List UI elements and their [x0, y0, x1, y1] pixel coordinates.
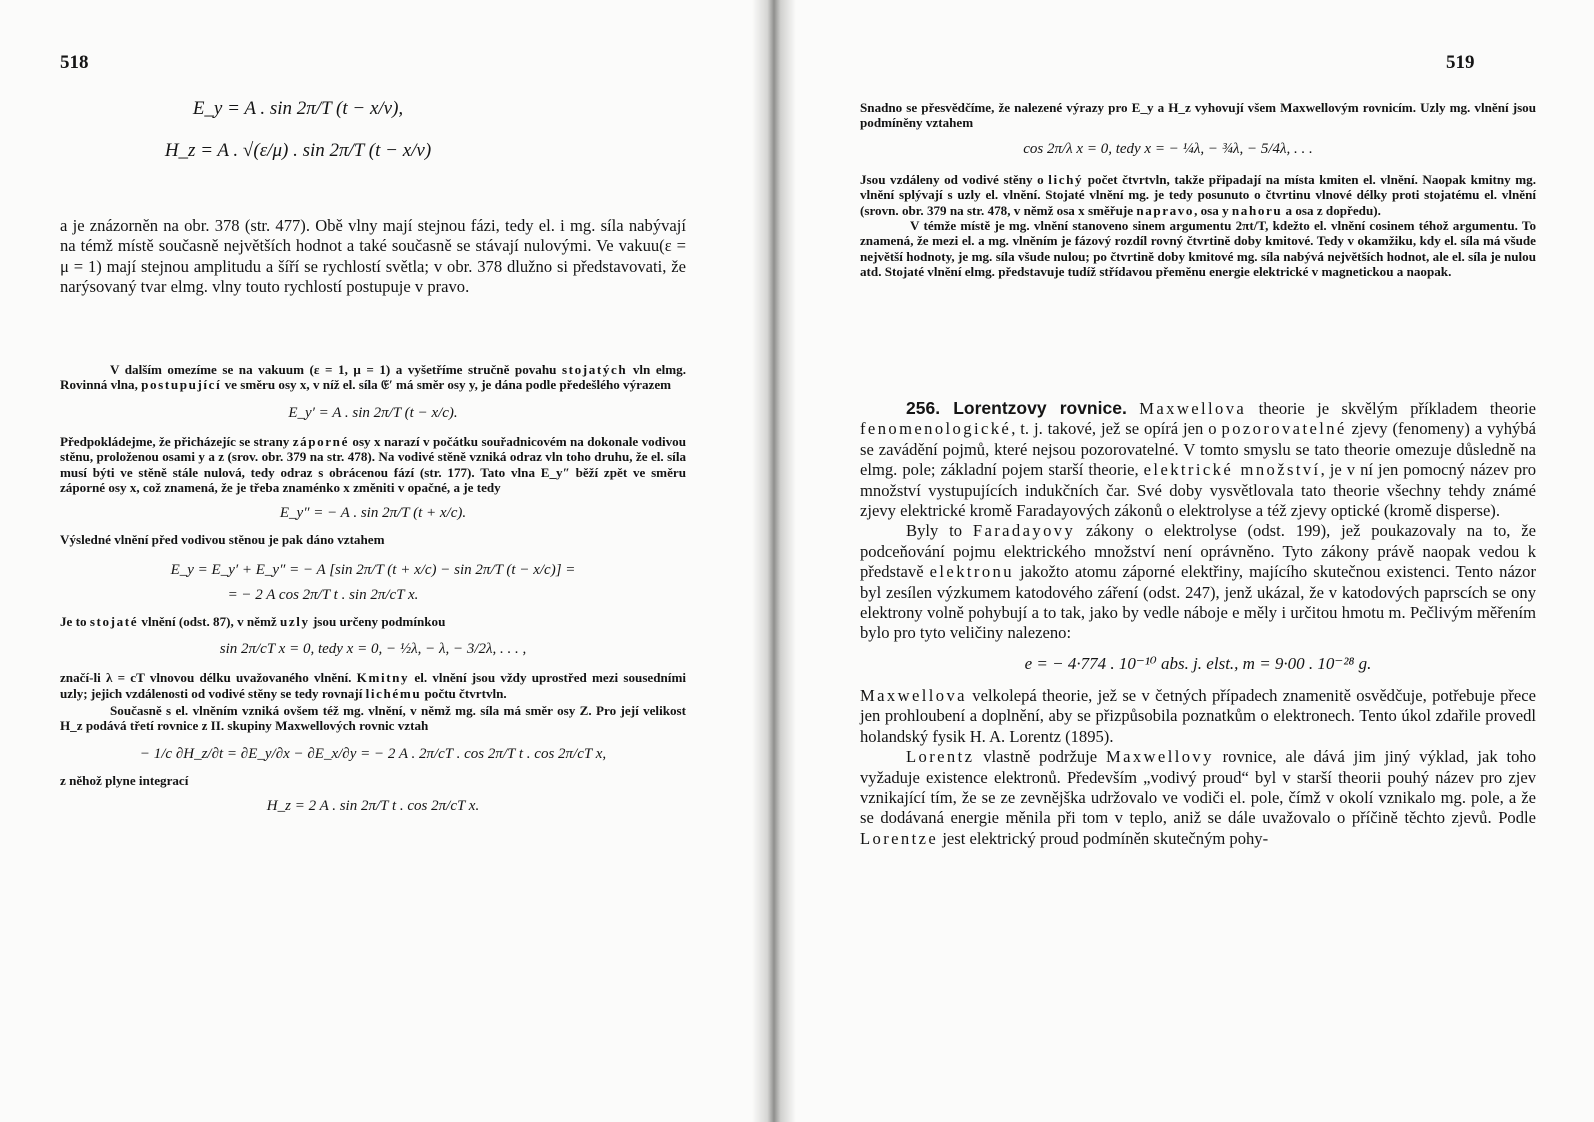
page-519: [796, 0, 1594, 1122]
right-small-text: [860, 100, 1536, 280]
right-main-text: [860, 398, 1536, 849]
paragraph-lorentz-intro: 256. Lorentzovy rovnice. Maxwellova theorie je skvělým příkladem theorie fenomenologické, t. j. takové, jež se opírá jen o pozorovatelné zjevy (fenomeny) a vyhýbá se zavádění pojmů, které nejsou pozorovatelné. V tomto smyslu se tato theorie omezuje důsledně na elmg. pole; základní pojem starší theorie, elektrické množství, je v ní jen pomocný název pro množství vystupujících indukčních čar. Své doby vysvětlovala tato theorie všechny tehdy známé zjevy elektrické kromě Faradayových zákonů o elektrolyse a též zjevy optické (kromě disperse).: [860, 398, 1536, 521]
equation-mg-nodes: cos 2π/λ x = 0, tedy x = − ¼λ, − ¾λ, − 5/4λ, . . .: [1023, 140, 1313, 157]
equation-ey-double-prime: E_y″ = − A . sin 2π/T (t + x/c).: [279, 505, 467, 522]
equation-hz-result: H_z = 2 A . sin 2π/T t . cos 2π/cT x.: [266, 798, 480, 815]
paragraph-mg-nodes: Jsou vzdáleny od vodivé stěny o lichý počet čtvrtvln, takže připadají na místa kmiten el. vlnění. Naopak kmitny mg. vlnění splývají s uzly el. vlnění. Stojaté vlnění mg. je tedy posunuto o čtvrtinu vlnové délky proti stojatému el. vlnění (srovn. obr. 379 na str. 478, v němž osa x směřuje napravo, osa y nahoru a osa z dopředu).: [860, 171, 1536, 218]
paragraph-faraday: Byly to Faradayovy zákony o elektrolyse (odst. 199), jež poukazovaly na to, že podceňování pojmu elektrického množství není oprávněno. Tyto zákony právě naopak vedou k představě elektronu jakožto atomu záporné elektřiny, majícího skutečnou existenci. Tento názor byl zesílen výzkumem katodového záření (odst. 247), jenž ukázal, že v katodových paprscích se ony elektrony volně pohybují a to tak, jako by vedle náboje e měly i určitou hmotu m. Pečlivým měřením bylo pro tyto veličiny nalezeno:: [860, 521, 1536, 643]
book-gutter: [752, 0, 796, 1122]
paragraph-resulting: Výsledné vlnění před vodivou stěnou je pak dáno vztahem: [60, 532, 385, 548]
equation-nodes: sin 2π/cT x = 0, tedy x = 0, − ½λ, − λ, − 3/2λ, . . . ,: [219, 641, 527, 658]
section-heading: 256. Lorentzovy rovnice.: [906, 398, 1127, 418]
paragraph-magnetic: Současně s el. vlněním vzniká ovšem též mg. vlnění, v němž mg. síla má směr osy Z. Pro její velikost H_z podává třetí rovnice z II. skupiny Maxwellových rovnic vztah: [60, 703, 686, 734]
equation-electron-constants: e = − 4·774 . 10⁻¹⁰ abs. j. elst., m = 9·00 . 10⁻²⁸ g.: [1024, 653, 1372, 673]
paragraph-nodes: Je to stojaté vlnění (odst. 87), v němž uzly jsou určeny podmínkou: [60, 613, 446, 629]
left-equations-top: [60, 98, 686, 162]
paragraph-verification: Snadno se přesvědčíme, že nalezené výrazy pro E_y a H_z vyhovují všem Maxwellovým rovnicím. Uzly mg. vlnění jsou podmíněny vztahem: [860, 100, 1536, 131]
paragraph-integration: z něhož plyne integrací: [60, 772, 189, 788]
left-small-text: [60, 362, 686, 815]
paragraph-phase: V témže místě je mg. vlnění stanoveno sinem argumentu 2πt/T, kdežto el. vlnění cosinem téhož argumentu. To znamená, že mezi el. a mg. vlněním je fázový rozdíl rovný čtvrtině doby kmitové. Tedy v okamžiku, kdy el. síla má všude největší hodnoty, je mg. síla všude nulou; po čtvrtině doby kmitové mg. síla nabývá největších hodnot, ale el. síla je nulou atd. Stojaté vlnění elmg. představuje tudíž střídavou přeměnu energie elektrické v magnetickou a naopak.: [860, 218, 1536, 280]
paragraph-maxwell-theory: Maxwellova velkolepá theorie, jež se v četných případech znamenitě osvědčuje, potřebuje přece jen prohloubení a doplnění, aby se přizpůsobila poznatkům o elektronech. Tento úkol zdařile provedl holandský fysik H. A. Lorentz (1895).: [860, 685, 1536, 746]
equation-ey: E_y = A . sin 2π/T (t − x/v),: [192, 98, 404, 119]
paragraph-antinodes: značí-li λ = cT vlnovou délku uvažovaného vlnění. Kmitny el. vlnění jsou vždy uprostřed mezi sousedními uzly; jejich vzdálenosti od vodivé stěny se tedy rovnají lichému počtu čtvrtvln.: [60, 670, 686, 701]
equation-maxwell: − 1/c ∂H_z/∂t = ∂E_y/∂x − ∂E_x/∂y = − 2 A . 2π/cT . cos 2π/T t . cos 2π/cT x,: [139, 745, 607, 762]
paragraph-reflection: Předpokládejme, že přicházejíc se strany záporné osy x narazí v počátku souřadnicovém na dokonale vodivou stěnu, proloženou osami y a z (srov. obr. 379 na str. 478). Na vodivé stěně vzniká odraz vln toho druhu, že el. síla musí býti ve stěně stále nulová, tedy odraz s obrácenou fází (str. 177). Tato vlna E_y″ běží zpět ve směru záporné osy x, což znamená, že je třeba znaménko x změniti v opačné, a je tedy: [60, 433, 686, 496]
paragraph: a je znázorněn na obr. 378 (str. 477). Obě vlny mají stejnou fázi, tedy el. i mg. síla nabývají na témž místě současně největších hodnot a také současně se stávají nulovými. Ve vakuu(ε = μ = 1) mají stejnou amplitudu a šíří se rychlostí světla; v obr. 378 dlužno si představovati, že narýsovaný tvar elmg. vlny touto rychlostí postupuje v pravo.: [60, 216, 686, 297]
equation-ey-sum: E_y = E_y′ + E_y″ = − A [sin 2π/T (t + x/c) − sin 2π/T (t − x/c)] =: [170, 561, 576, 578]
equation-hz: H_z = A . √(ε/μ) . sin 2π/T (t − x/v): [164, 140, 432, 161]
equation-ey-product: = − 2 A cos 2π/T t . sin 2π/cT x.: [227, 586, 419, 603]
equation-ey-prime: E_y′ = A . sin 2π/T (t − x/c).: [288, 404, 458, 421]
page-number-left: 518: [60, 52, 89, 73]
page-number-right: 519: [1446, 52, 1475, 73]
paragraph-lorentz: Lorentz vlastně podržuje Maxwellovy rovnice, ale dává jim jiný výklad, jak toho vyžaduje existence elektronů. Především „vodivý proud“ byl v starší theorii pouhý název pro zjev vznikající tím, že se ze zevnějška udržovalo ve vodiči el. pole, čímž v okolí vznikalo mg. pole, a že se dodávaná energie měnila při tom v teplo, aniž se dále uvažovalo o příčině těchto zjevů. Podle Lorentze jest elektrický proud podmíněn skutečným pohy-: [860, 747, 1536, 848]
page-518: [0, 0, 752, 1122]
paragraph-standing-waves: V dalším omezíme se na vakuum (ε = 1, μ = 1) a vyšetříme stručně povahu stojatých vln elmg. Rovinná vlna, postupující ve směru osy x, v níž el. síla 𝔈′ má směr osy y, je dána podle předešlého výrazem: [60, 362, 686, 393]
left-paragraph-1: [60, 216, 686, 298]
